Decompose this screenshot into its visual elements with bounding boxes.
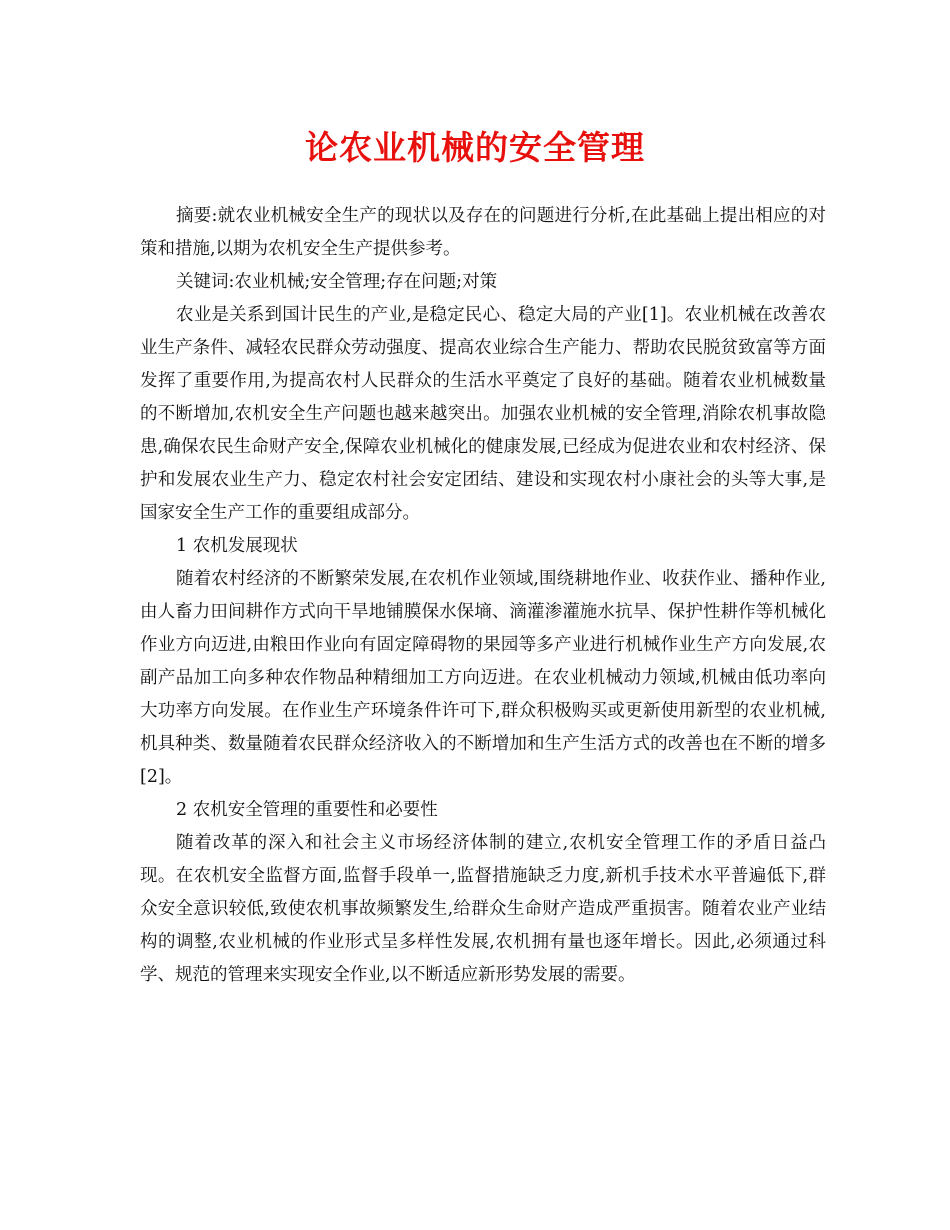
- section-1-paragraph: 随着农村经济的不断繁荣发展,在农机作业领域,围绕耕地作业、收获作业、播种作业,由人畜力田间耕作方式向干旱地铺膜保水保墒、滴灌渗灌施水抗旱、保护性耕作等机械化作业方向迈进,由粮田作业向有固定障碍物的果园等多产业进行机械作业生产方向发展,农副产品加工向多种农作物品种精细加工方向迈进。在农业机械动力领域,机械由低功率向大功率方向发展。在作业生产环境条件许可下,群众积极购买或更新使用新型的农业机械,机具种类、数量随着农民群众经济收入的不断增加和生产生活方式的改善也在不断的增多[2]。: [140, 569, 826, 787]
- document-body: [140, 200, 826, 992]
- abstract-paragraph: 摘要:就农业机械安全生产的现状以及存在的问题进行分析,在此基础上提出相应的对策和措施,以期为农机安全生产提供参考。: [140, 206, 826, 259]
- section-heading-1: 1 农机发展现状: [176, 536, 298, 556]
- section-2-paragraph: 随着改革的深入和社会主义市场经济体制的建立,农机安全管理工作的矛盾日益凸现。在农机安全监督方面,监督手段单一,监督措施缺乏力度,新机手技术水平普遍低下,群众安全意识较低,致使农机事故频繁发生,给群众生命财产造成严重损害。随着农业产业结构的调整,农业机械的作业形式呈多样性发展,农机拥有量也逐年增长。因此,必须通过科学、规范的管理来实现安全作业,以不断适应新形势发展的需要。: [140, 833, 826, 985]
- keywords-paragraph: 关键词:农业机械;安全管理;存在问题;对策: [176, 272, 498, 292]
- section-heading-2: 2 农机安全管理的重要性和必要性: [176, 800, 438, 820]
- document-title: 论农业机械的安全管理: [305, 128, 645, 167]
- intro-paragraph: 农业是关系到国计民生的产业,是稳定民心、稳定大局的产业[1]。农业机械在改善农业生产条件、减轻农民群众劳动强度、提高农业综合生产能力、帮助农民脱贫致富等方面发挥了重要作用,为提高农村人民群众的生活水平奠定了良好的基础。随着农业机械数量的不断增加,农机安全生产问题也越来越突出。加强农业机械的安全管理,消除农机事故隐患,确保农民生命财产安全,保障农业机械化的健康发展,已经成为促进农业和农村经济、保护和发展农业生产力、稳定农村社会安定团结、建设和实现农村小康社会的头等大事,是国家安全生产工作的重要组成部分。: [140, 305, 826, 523]
